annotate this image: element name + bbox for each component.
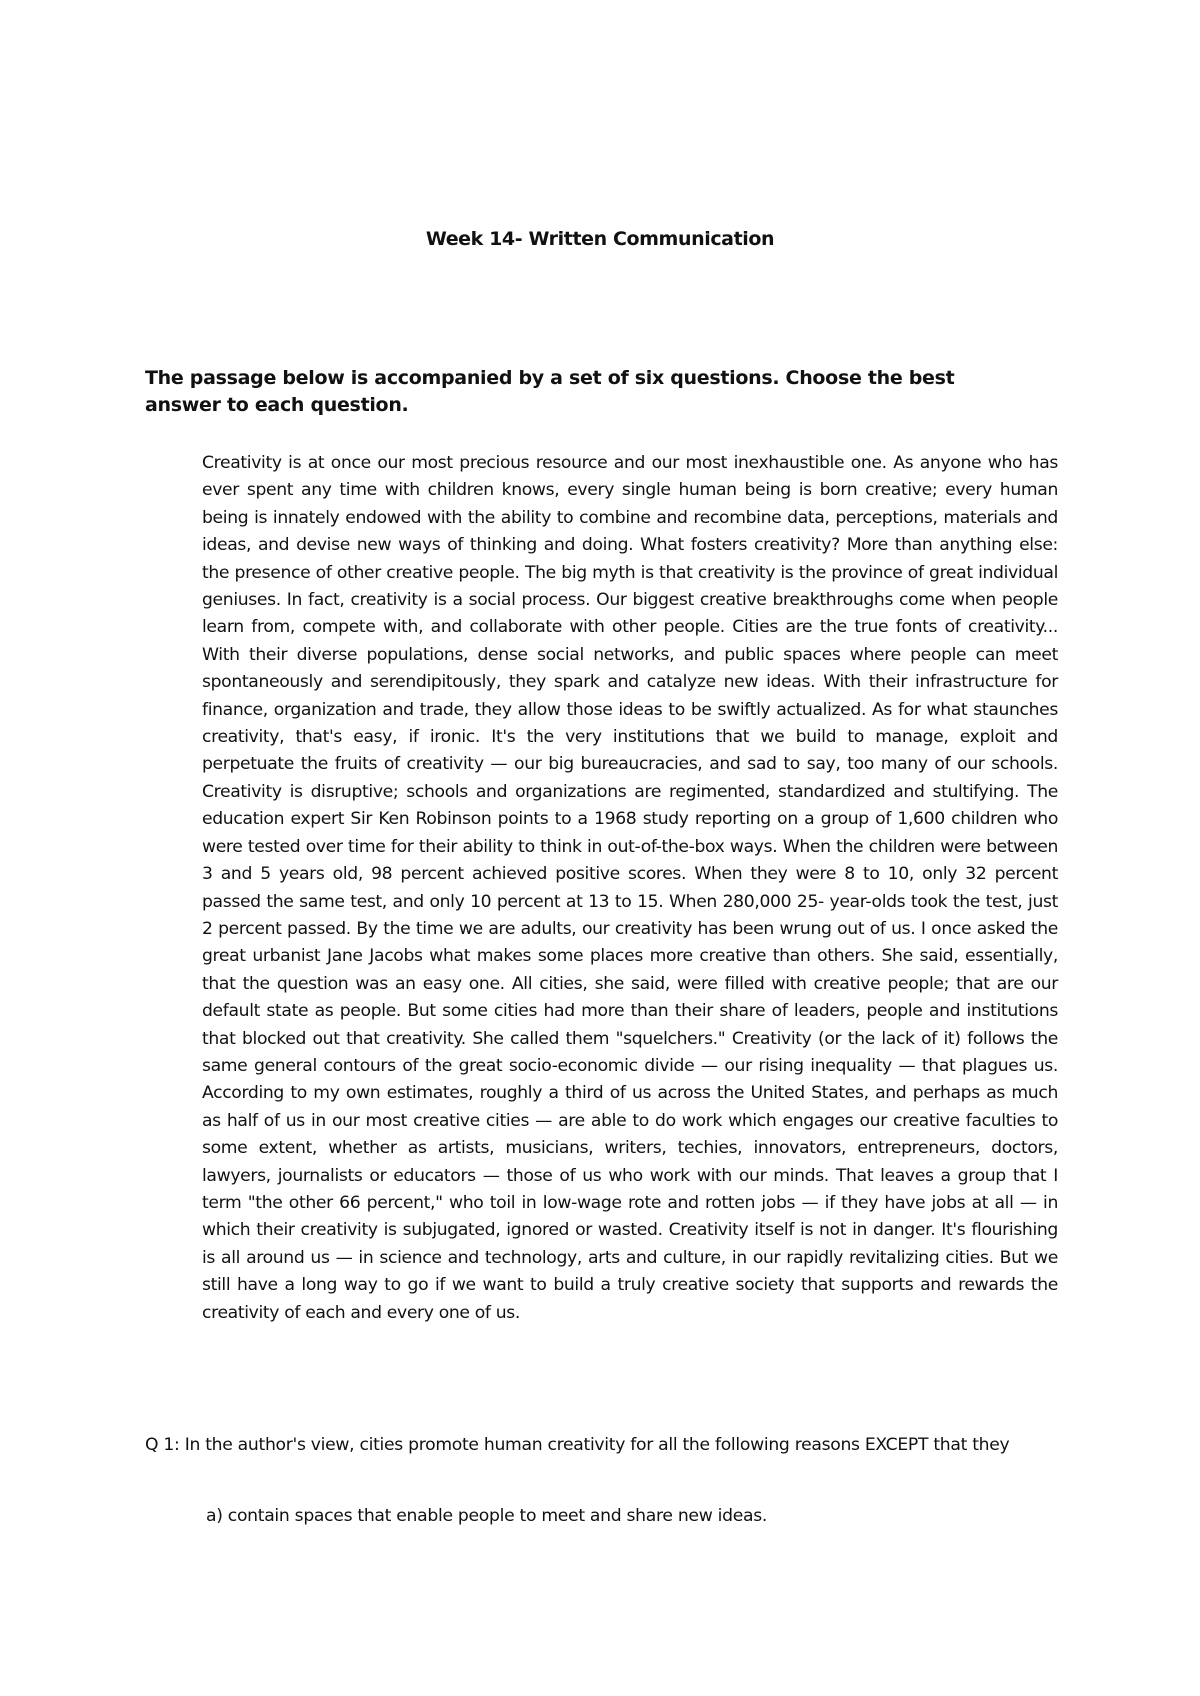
instructions-text: The passage below is accompanied by a set of six questions. Choose the best answer to each question. <box>145 367 955 416</box>
question-number: Q 1: <box>145 1435 185 1455</box>
question-text: In the author's view, cities promote human creativity for all the following reasons EXCEPT that they <box>184 1435 1010 1455</box>
page-title: Week 14- Written Communication <box>425 228 775 250</box>
reading-passage: Creativity is at once our most precious resource and our most inexhaustible one. As anyone who has ever spent any time with children knows, every single human being is born creative; every human being is innately endowed with the ability to combine and recombine data, perceptions, materials and ideas, and devise new ways of thinking and doing. What fosters creativity? More than anything else: the presence of other creative people. The big myth is that creativity is the province of great individual geniuses. In fact, creativity is a social process. Our biggest creative breakthroughs come when people learn from, compete with, and collaborate with other people. Cities are the true fonts of creativity... With their diverse populations, dense social networks, and public spaces where people can meet spontaneously and serendipitously, they spark and catalyze new ideas. With their infrastructure for finance, organization and trade, they allow those ideas to be swiftly actualized. As for what staunches creativity, that's easy, if ironic. It's the very institutions that we build to manage, exploit and perpetuate the fruits of creativity — our big bureaucracies, and sad to say, too many of our schools. Creativity is disruptive; schools and organizations are regimented, standardized and stultifying. The education expert Sir Ken Robinson points to a 1968 study reporting on a group of 1,600 children who were tested over time for their ability to think in out-of-the-box ways. When the children were between 3 and 5 years old, 98 percent achieved positive scores. When they were 8 to 10, only 32 percent passed the same test, and only 10 percent at 13 to 15. When 280,000 25- year-olds took the test, just 2 percent passed. By the time we are adults, our creativity has been wrung out of us. I once asked the great urbanist Jane Jacobs what makes some places more creative than others. She said, essentially, that the question was an easy one. All cities, she said, were filled with creative people; that are our default state as people. But some cities had more than their share of leaders, people and institutions that blocked out that creativity. She called them "squelchers." Creativity (or the lack of it) follows the same general contours of the great socio-economic divide — our rising inequality — that plagues us. According to my own estimates, roughly a third of us across the United States, and perhaps as much as half of us in our most creative cities — are able to do work which engages our creative faculties to some extent, whether as artists, musicians, writers, techies, innovators, entrepreneurs, doctors, lawyers, journalists or educators — those of us who work with our minds. That leaves a group that I term "the other 66 percent," who toil in low-wage rote and rotten jobs — if they have jobs at all — in which their creativity is subjugated, ignored or wasted. Creativity itself is not in danger. It's flourishing is all around us — in science and technology, arts and culture, in our rapidly revitalizing cities. But we still have a long way to go if we want to build a truly creative society that supports and rewards the creativity of each and every one of us. <box>202 453 1058 1323</box>
answer-option-a: a) contain spaces that enable people to meet and share new ideas. <box>206 1506 768 1526</box>
question-1 <box>145 1432 1060 1459</box>
